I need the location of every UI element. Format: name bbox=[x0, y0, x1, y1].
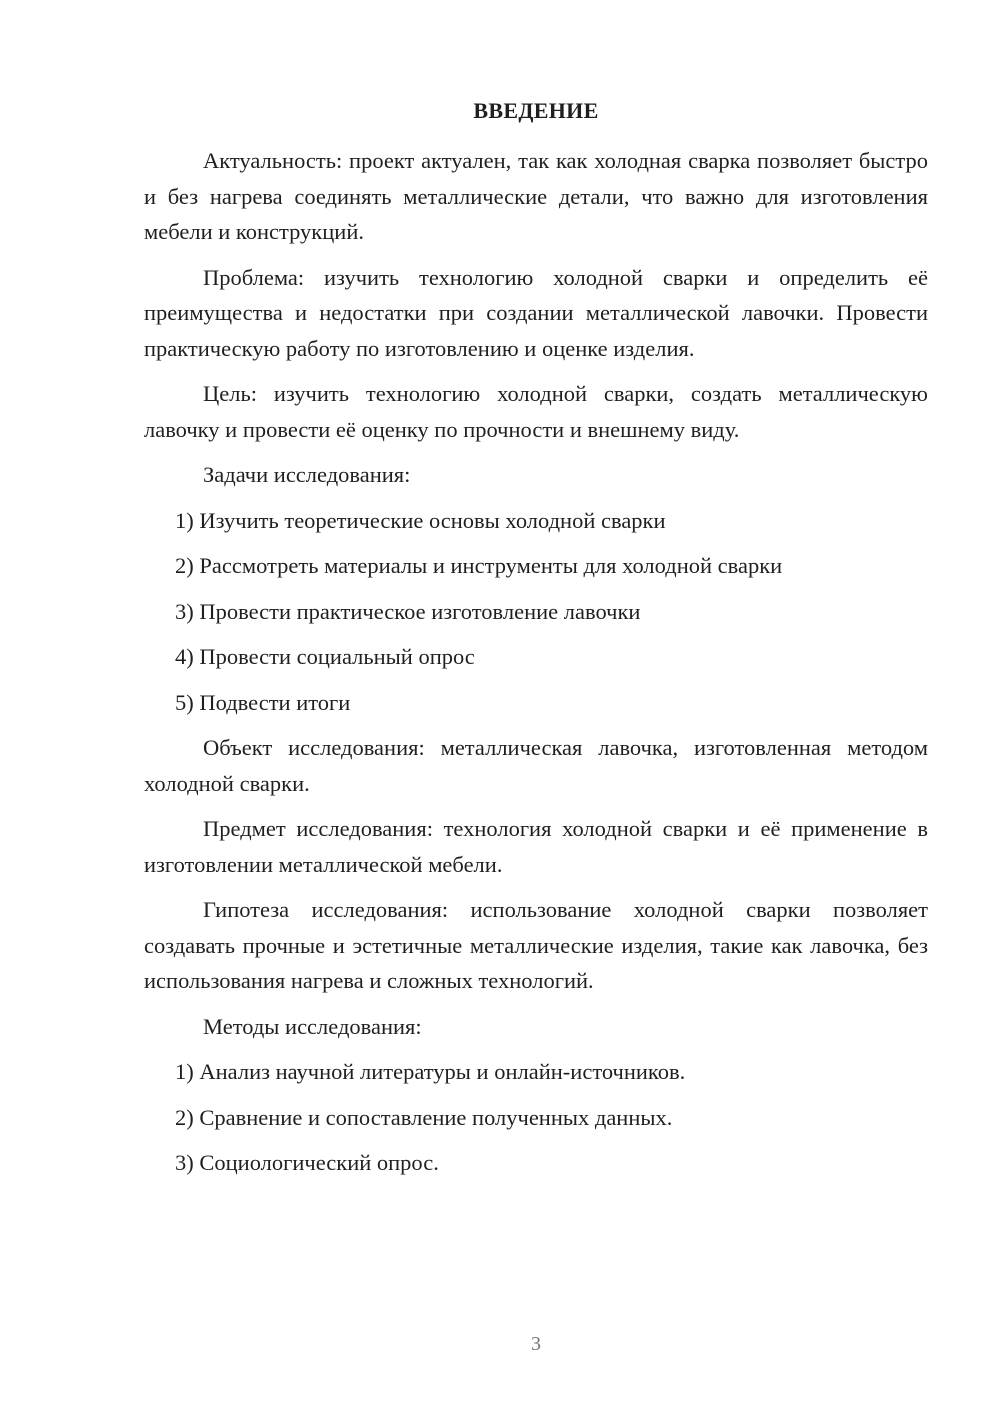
page-number: 3 bbox=[531, 1333, 541, 1355]
hypothesis-paragraph: Гипотеза исследования: использование холодной сварки позволяет создавать прочные и эстетичные металлические изделия, такие как лавочка, без использования нагрева и сложных технологий. bbox=[144, 897, 928, 993]
list-item: 3) Провести практическое изготовление лавочки bbox=[175, 598, 641, 624]
relevance-paragraph: Актуальность: проект актуален, так как холодная сварка позволяет быстро и без нагрева соединять металлические детали, что важно для изготовления мебели и конструкций. bbox=[144, 148, 928, 244]
tasks-list bbox=[144, 503, 928, 721]
methods-list bbox=[144, 1054, 928, 1181]
page-title: ВВЕДЕНИЕ bbox=[473, 98, 599, 123]
list-item: 1) Изучить теоретические основы холодной сварки bbox=[175, 507, 666, 533]
list-item: 5) Подвести итоги bbox=[175, 689, 351, 715]
list-item: 2) Рассмотреть материалы и инструменты для холодной сварки bbox=[175, 553, 783, 578]
list-item: 3) Социологический опрос. bbox=[175, 1150, 439, 1175]
object-paragraph: Объект исследования: металлическая лавочка, изготовленная методом холодной сварки. bbox=[144, 735, 928, 796]
methods-heading: Методы исследования: bbox=[203, 1013, 422, 1039]
list-item: 1) Анализ научной литературы и онлайн-источников. bbox=[175, 1059, 686, 1084]
list-item: 4) Провести социальный опрос bbox=[175, 644, 475, 669]
list-item: 2) Сравнение и сопоставление полученных данных. bbox=[175, 1104, 673, 1130]
problem-paragraph: Проблема: изучить технологию холодной сварки и определить её преимущества и недостатки при создании металлической лавочки. Провести практическую работу по изготовлению и оценке изделия. bbox=[144, 264, 928, 361]
tasks-heading: Задачи исследования: bbox=[203, 462, 411, 487]
document-body bbox=[144, 143, 928, 1191]
goal-paragraph: Цель: изучить технологию холодной сварки, создать металлическую лавочку и провести её оценку по прочности и внешнему виду. bbox=[144, 381, 928, 442]
subject-paragraph: Предмет исследования: технология холодной сварки и её применение в изготовлении металлической мебели. bbox=[144, 816, 928, 877]
